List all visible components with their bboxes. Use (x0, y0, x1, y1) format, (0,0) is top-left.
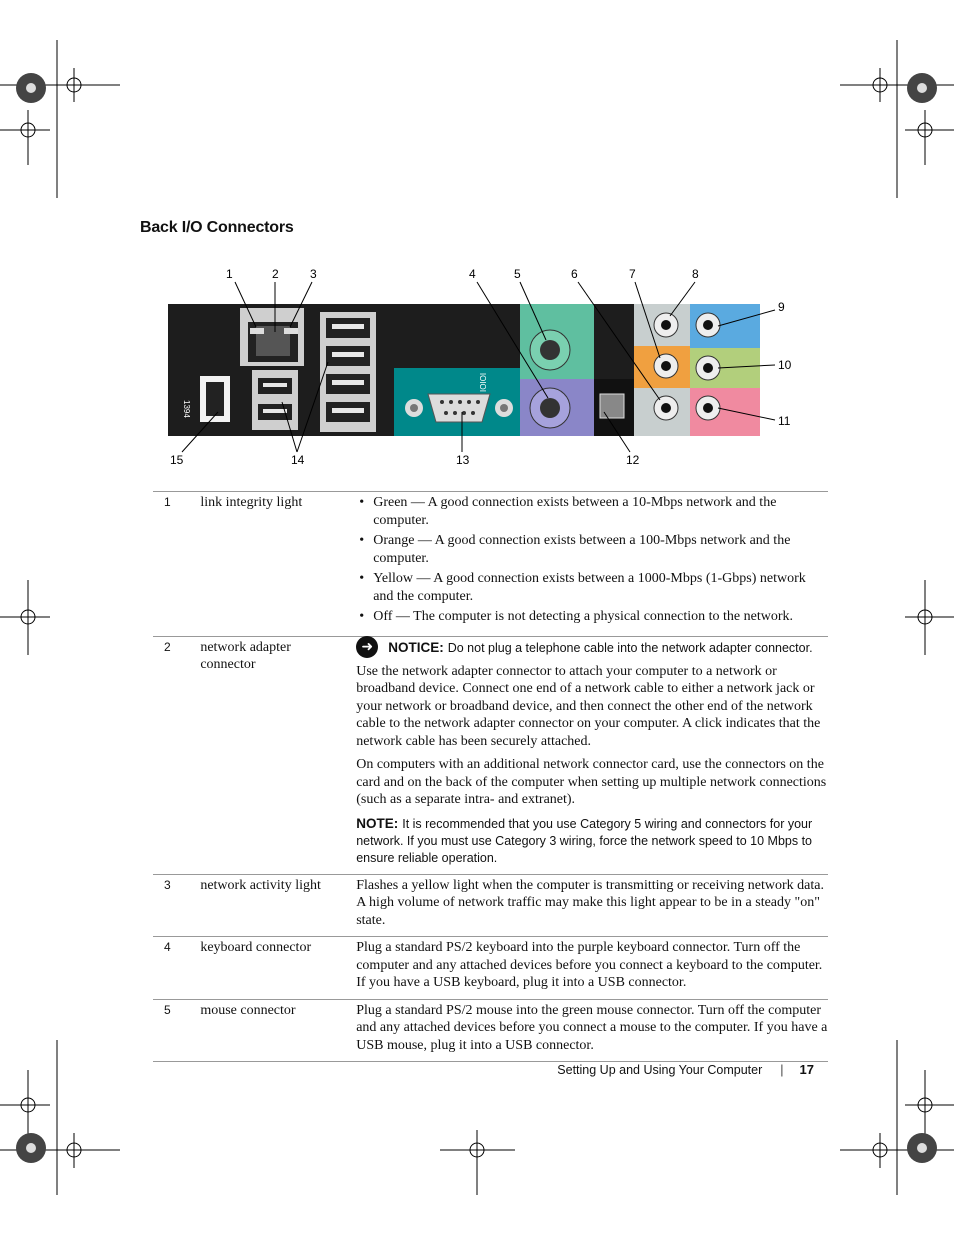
status-list (356, 494, 828, 626)
note-label: NOTE: (356, 815, 399, 831)
network-activity-light (284, 328, 298, 334)
row-description: Flashes a yellow light when the computer is transmitting or receiving network data. A high volume of network traffic may make this light appear to be in a steady "on" state. (356, 877, 824, 928)
callout-2: 2 (272, 267, 279, 281)
notice-text: Do not plug a telephone cable into the network adapter connector. (447, 640, 813, 655)
callout-14: 14 (291, 453, 305, 467)
callout-9: 9 (778, 300, 785, 314)
callout-4: 4 (469, 267, 476, 281)
table-row (153, 492, 828, 637)
section-title: Back I/O Connectors (140, 219, 294, 236)
notice-arrow-icon: ➜ (356, 636, 378, 658)
table-row (153, 999, 828, 1062)
link-integrity-light (250, 328, 264, 334)
chapter-title: Setting Up and Using Your Computer (557, 1062, 763, 1077)
callout-5: 5 (514, 267, 521, 281)
callout-13: 13 (456, 453, 470, 467)
list-item: • Orange — A good connection exists between a 100-Mbps network and the computer. (356, 532, 828, 567)
connector-table (153, 491, 828, 1062)
page-number: 17 (799, 1062, 814, 1077)
paragraph: On computers with an additional network connector card, use the connectors on the card and on the back of the computer when setting up multiple network connections (such as a separate intra- and extranet). (356, 757, 827, 807)
list-item: • Green — A good connection exists between a 10-Mbps network and the computer. (356, 494, 828, 529)
row-name: network activity light (200, 877, 321, 893)
serial-label: IOIOI (479, 372, 488, 392)
callout-1: 1 (226, 267, 233, 281)
back-panel-diagram (160, 262, 800, 477)
row-number: 4 (164, 940, 171, 954)
page-footer (557, 1062, 814, 1077)
footer-separator: | (780, 1062, 784, 1077)
row-number: 5 (164, 1002, 171, 1017)
table-row (153, 874, 828, 937)
list-item: • Yellow — A good connection exists between a 1000-Mbps (1-Gbps) network and the computer. (356, 570, 828, 605)
row-name: keyboard connector (200, 940, 312, 955)
callout-11: 11 (778, 414, 791, 428)
note-box (356, 815, 828, 867)
paragraph: Use the network adapter connector to attach your computer to a network or broadband device. Connect one end of a network cable to either a network jack or your network or broadband device, and then connect the other end of the network cable to the network adapter connector on your computer. A click indicates that the network cable has been securely attached. (356, 663, 821, 749)
row-name: link integrity light (200, 495, 303, 510)
firewire-label: 1394 (182, 400, 191, 418)
notice-label: NOTICE: (388, 639, 444, 655)
table-row (153, 937, 828, 1000)
row-name: network adapter connector (200, 639, 291, 672)
callout-6: 6 (571, 267, 578, 281)
callout-10: 10 (778, 358, 792, 372)
callout-15: 15 (170, 453, 184, 467)
row-description: Plug a standard PS/2 mouse into the green mouse connector. Turn off the computer and any attached devices before you connect a mouse to the computer. If you have a USB mouse, plug it into a USB connector. (356, 1002, 828, 1053)
table-row (153, 636, 828, 874)
network-adapter-connector (240, 308, 304, 366)
row-description: Plug a standard PS/2 keyboard into the purple keyboard connector. Turn off the computer and any attached devices before you connect a keyboard to the computer. If you have a USB keyboard, plug it into a USB connector. (356, 940, 823, 990)
note-text: It is recommended that you use Category 5 wiring and connectors for your network. If you must use Category 3 wiring, force the network speed to 10 Mbps to ensure reliable operation. (356, 816, 813, 865)
row-number: 3 (164, 877, 171, 892)
notice-box (356, 639, 828, 658)
audio-connectors (634, 304, 760, 436)
callout-8: 8 (692, 267, 699, 281)
mouse-connector (520, 304, 594, 379)
callout-3: 3 (310, 267, 317, 281)
row-number: 2 (164, 639, 171, 654)
serial-connector (394, 368, 522, 436)
callout-12: 12 (626, 453, 640, 467)
keyboard-connector (520, 379, 594, 436)
usb-ports-right (320, 312, 376, 432)
usb-ports-left (252, 370, 298, 430)
list-item: • Off — The computer is not detecting a physical connection to the network. (356, 608, 828, 626)
row-number: 1 (164, 495, 171, 509)
row-name: mouse connector (200, 1002, 296, 1018)
callout-7: 7 (629, 267, 636, 281)
